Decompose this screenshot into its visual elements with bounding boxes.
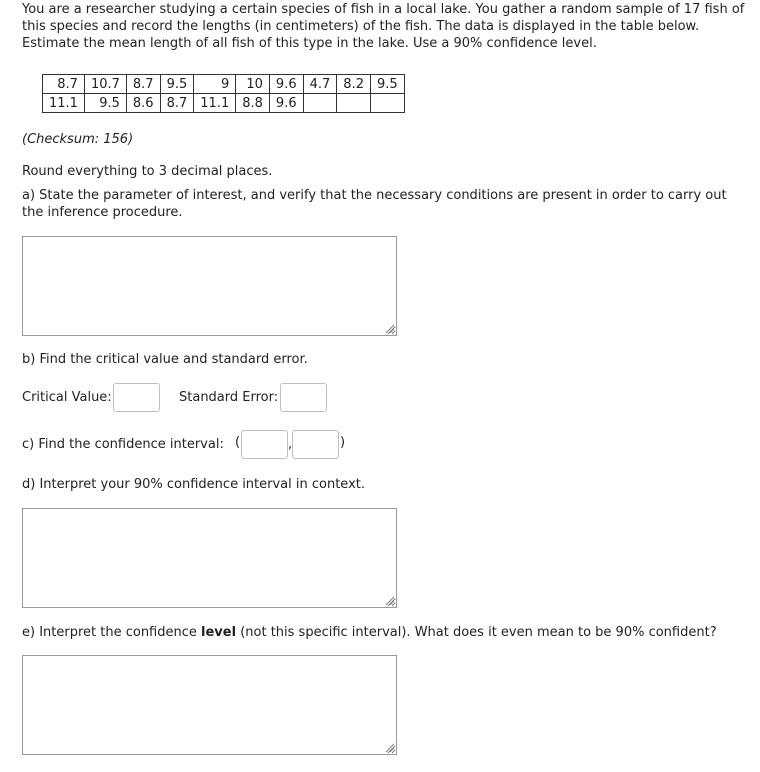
table-cell: 10 — [236, 75, 270, 94]
interval-lower-input[interactable] — [241, 430, 288, 459]
standard-error-label: Standard Error: — [179, 390, 279, 405]
problem-line-3: Estimate the mean length of all fish of this type in the lake. Use a 90% confidence level. — [22, 36, 597, 51]
rounding-instruction: Round everything to 3 decimal places. — [22, 164, 273, 179]
question-b: b) Find the critical value and standard error. — [22, 352, 308, 367]
checksum-note: (Checksum: 156) — [22, 132, 134, 147]
interval-close-paren: ) — [340, 435, 346, 450]
answer-a-textarea[interactable] — [22, 236, 397, 336]
table-cell: 9.6 — [269, 75, 303, 94]
question-e-text-end: (not this specific interval). What does it even mean to be 90% confident? — [236, 625, 717, 640]
table-cell: 9.5 — [84, 94, 126, 113]
question-c: c) Find the confidence interval: — [22, 437, 224, 452]
table-cell — [303, 94, 337, 113]
table-row — [43, 75, 405, 94]
table-cell — [337, 94, 371, 113]
interval-upper-input[interactable] — [292, 430, 339, 459]
fish-length-table — [42, 74, 405, 113]
question-e-bold-word: level — [201, 625, 237, 640]
table-cell: 9.5 — [370, 75, 404, 94]
critical-value-label: Critical Value: — [22, 390, 112, 405]
table-cell: 8.7 — [160, 94, 194, 113]
answer-d-textarea[interactable] — [22, 508, 397, 608]
answer-e-textarea[interactable] — [22, 655, 397, 755]
table-cell: 11.1 — [43, 94, 85, 113]
table-cell — [370, 94, 404, 113]
table-cell: 8.6 — [126, 94, 160, 113]
table-cell: 4.7 — [303, 75, 337, 94]
table-row — [43, 94, 405, 113]
table-cell: 9.6 — [269, 94, 303, 113]
table-cell: 8.8 — [236, 94, 270, 113]
problem-line-1: You are a researcher studying a certain species of fish in a local lake. You gather a random sample of 17 fish of — [22, 2, 745, 17]
table-cell: 9 — [194, 75, 236, 94]
question-a: a) State the parameter of interest, and verify that the necessary conditions are present in order to carry out the inference procedure. — [22, 188, 727, 220]
standard-error-input[interactable] — [280, 383, 327, 412]
problem-statement — [22, 1, 745, 52]
table-cell: 8.2 — [337, 75, 371, 94]
question-e — [22, 624, 717, 641]
table-cell: 8.7 — [43, 75, 85, 94]
table-cell: 9.5 — [160, 75, 194, 94]
question-e-text-start: e) Interpret the confidence — [22, 625, 202, 640]
interval-comma: , — [288, 437, 293, 452]
question-d: d) Interpret your 90% confidence interval in context. — [22, 477, 366, 492]
interval-open-paren: ( — [235, 435, 241, 450]
critical-value-input[interactable] — [113, 383, 160, 412]
problem-line-2: this species and record the lengths (in centimeters) of the fish. The data is displayed in the table below. — [22, 19, 700, 34]
table-cell: 11.1 — [194, 94, 236, 113]
table-cell: 8.7 — [126, 75, 160, 94]
table-cell: 10.7 — [84, 75, 126, 94]
